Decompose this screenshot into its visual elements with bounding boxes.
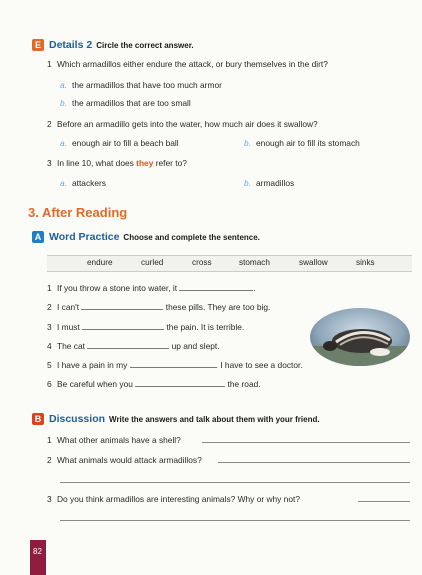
word-bank-item: swallow [299,258,328,267]
discussion-question-1: 1 What other animals have a shell? [47,435,181,445]
sentence-6-blank[interactable] [135,378,225,387]
page-number-tab [30,540,46,575]
section-badge-e: E [32,39,44,51]
highlight-they: they [136,158,154,168]
details-q2-option-a[interactable]: a. enough air to fill a beach ball [60,138,179,148]
word-bank-item: stomach [239,258,270,267]
details-q2-option-b[interactable]: b. enough air to fill its stomach [244,138,360,148]
details-q3-option-b[interactable]: b. armadillos [244,178,295,188]
sentence-3-blank[interactable] [82,321,164,330]
sentence-6: 6 Be careful when you the road. [47,379,261,389]
details-title: Details 2 [49,39,93,51]
answer-line-3b[interactable] [60,520,410,521]
discussion-heading [49,413,320,425]
answer-line-3[interactable] [358,501,410,502]
details-question-2: 2 Before an armadillo gets into the water, how much air does it swallow? [47,119,318,129]
sentence-3: 3 I must the pain. It is terrible. [47,322,245,332]
details-question-1: 1 Which armadillos either endure the attack, or bury themselves in the dirt? [47,59,328,69]
sentence-5-blank[interactable] [130,359,216,368]
word-practice-instruction: Choose and complete the sentence. [123,233,260,242]
details-q1-option-a[interactable]: a. the armadillos that have too much armor [60,80,222,90]
armadillo-photo [310,308,410,366]
discussion-question-2: 2 What animals would attack armadillos? [47,455,202,465]
answer-line-2b[interactable] [60,482,410,483]
sentence-1: 1 If you throw a stone into water, it . [47,283,256,293]
answer-line-1[interactable] [202,442,410,443]
sentence-4: 4 The cat up and slept. [47,341,220,351]
word-practice-heading [49,231,260,243]
section-badge-a: A [32,231,44,243]
discussion-title: Discussion [49,413,106,425]
after-reading-title: 3. After Reading [28,205,128,220]
word-practice-title: Word Practice [49,231,120,243]
answer-line-2[interactable] [218,462,410,463]
sentence-2: 2 I can't these pills. They are too big. [47,302,271,312]
word-bank-item: cross [192,258,212,267]
word-bank-item: sinks [356,258,375,267]
page-number: 82 [33,547,42,556]
details-heading [49,39,194,51]
details-q1-option-b[interactable]: b. the armadillos that are too small [60,98,191,108]
section-badge-b: B [32,413,44,425]
sentence-2-blank[interactable] [81,301,163,310]
sentence-5: 5 I have a pain in my . I have to see a doctor. [47,360,303,370]
sentence-1-blank[interactable] [179,282,253,291]
details-instruction: Circle the correct answer. [96,41,194,50]
details-q3-option-a[interactable]: a. attackers [60,178,106,188]
discussion-question-3: 3 Do you think armadillos are interesting animals? Why or why not? [47,494,300,504]
word-bank-item: curled [141,258,164,267]
word-bank-item: endure [87,258,113,267]
word-bank [47,255,412,272]
discussion-instruction: Write the answers and talk about them with your friend. [109,415,320,424]
sentence-4-blank[interactable] [87,340,169,349]
armadillo-photo-graphic [310,308,410,366]
details-question-3: 3 In line 10, what does they refer to? [47,158,187,168]
